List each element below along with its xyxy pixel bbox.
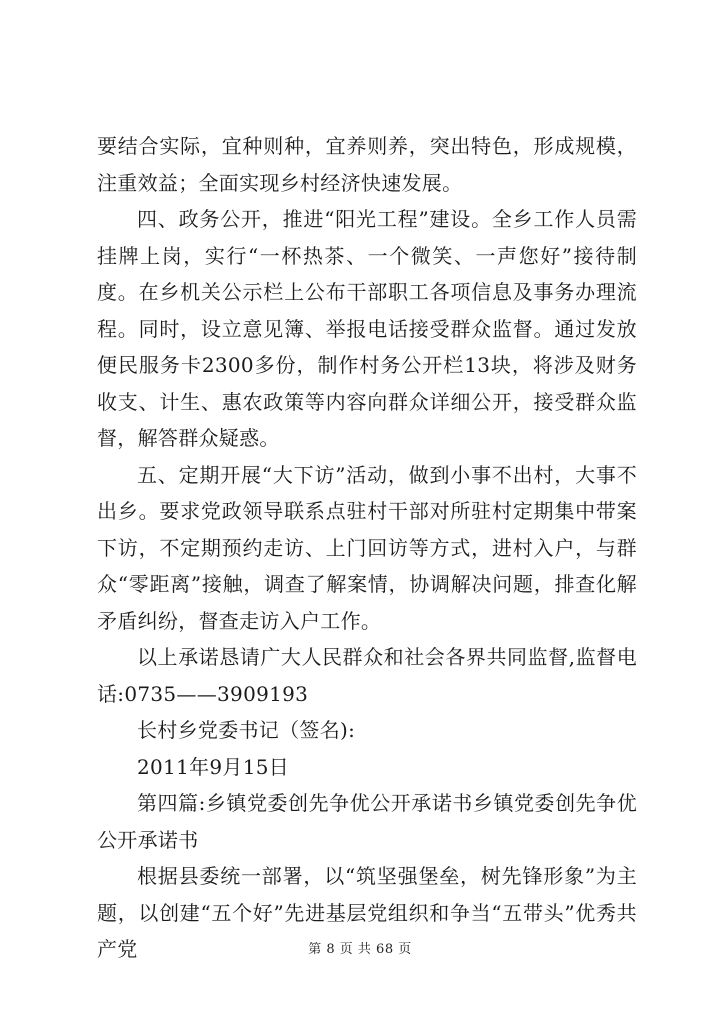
paragraph-1: 要结合实际，宜种则种，宜养则养，突出特色，形成规模，注重效益；全面实现乡村经济快速发展。	[97, 134, 637, 195]
paragraph-3: 五、定期开展“大下访”活动，做到小事不出村，大事不出乡。要求党政领导联系点驻村干部对所驻村定期集中带案下访，不定期预约走访、上门回访等方式，进村入户，与群众“零距离”接触，调查了解案情，协调解决问题，排查化解矛盾纠纷，督查走访入户工作。	[97, 462, 637, 633]
paragraph-5: 长村乡党委书记（签名):	[137, 718, 356, 742]
paragraph-8: 根据县委统一部署，以“筑坚强堡垒，树先锋形象”为主题，以创建“五个好”先进基层党组织和争当“五带头”优秀共产党	[97, 864, 637, 961]
paragraph-4: 以上承诺恳请广大人民群众和社会各界共同监督,监督电话:0735——3909193	[97, 645, 637, 706]
page-number-label: 第 8 页 共 68 页	[308, 942, 412, 957]
paragraph-7: 第四篇:乡镇党委创先争优公开承诺书乡镇党委创先争优公开承诺书	[97, 791, 637, 852]
paragraph-2: 四、政务公开，推进“阳光工程”建设。全乡工作人员需挂牌上岗，实行“一杯热茶、一个微笑、一声您好”接待制度。在乡机关公示栏上公布干部职工各项信息及事务办理流程。同时，设立意见簿、举报电话接受群众监督。通过发放便民服务卡2300多份，制作村务公开栏13块，将涉及财务收支、计生、惠农政策等内容向群众详细公开，接受群众监督，解答群众疑惑。	[97, 207, 637, 450]
page-footer	[0, 938, 720, 957]
paragraph-6: 2011年9月15日	[137, 754, 290, 779]
document-body	[97, 128, 637, 968]
